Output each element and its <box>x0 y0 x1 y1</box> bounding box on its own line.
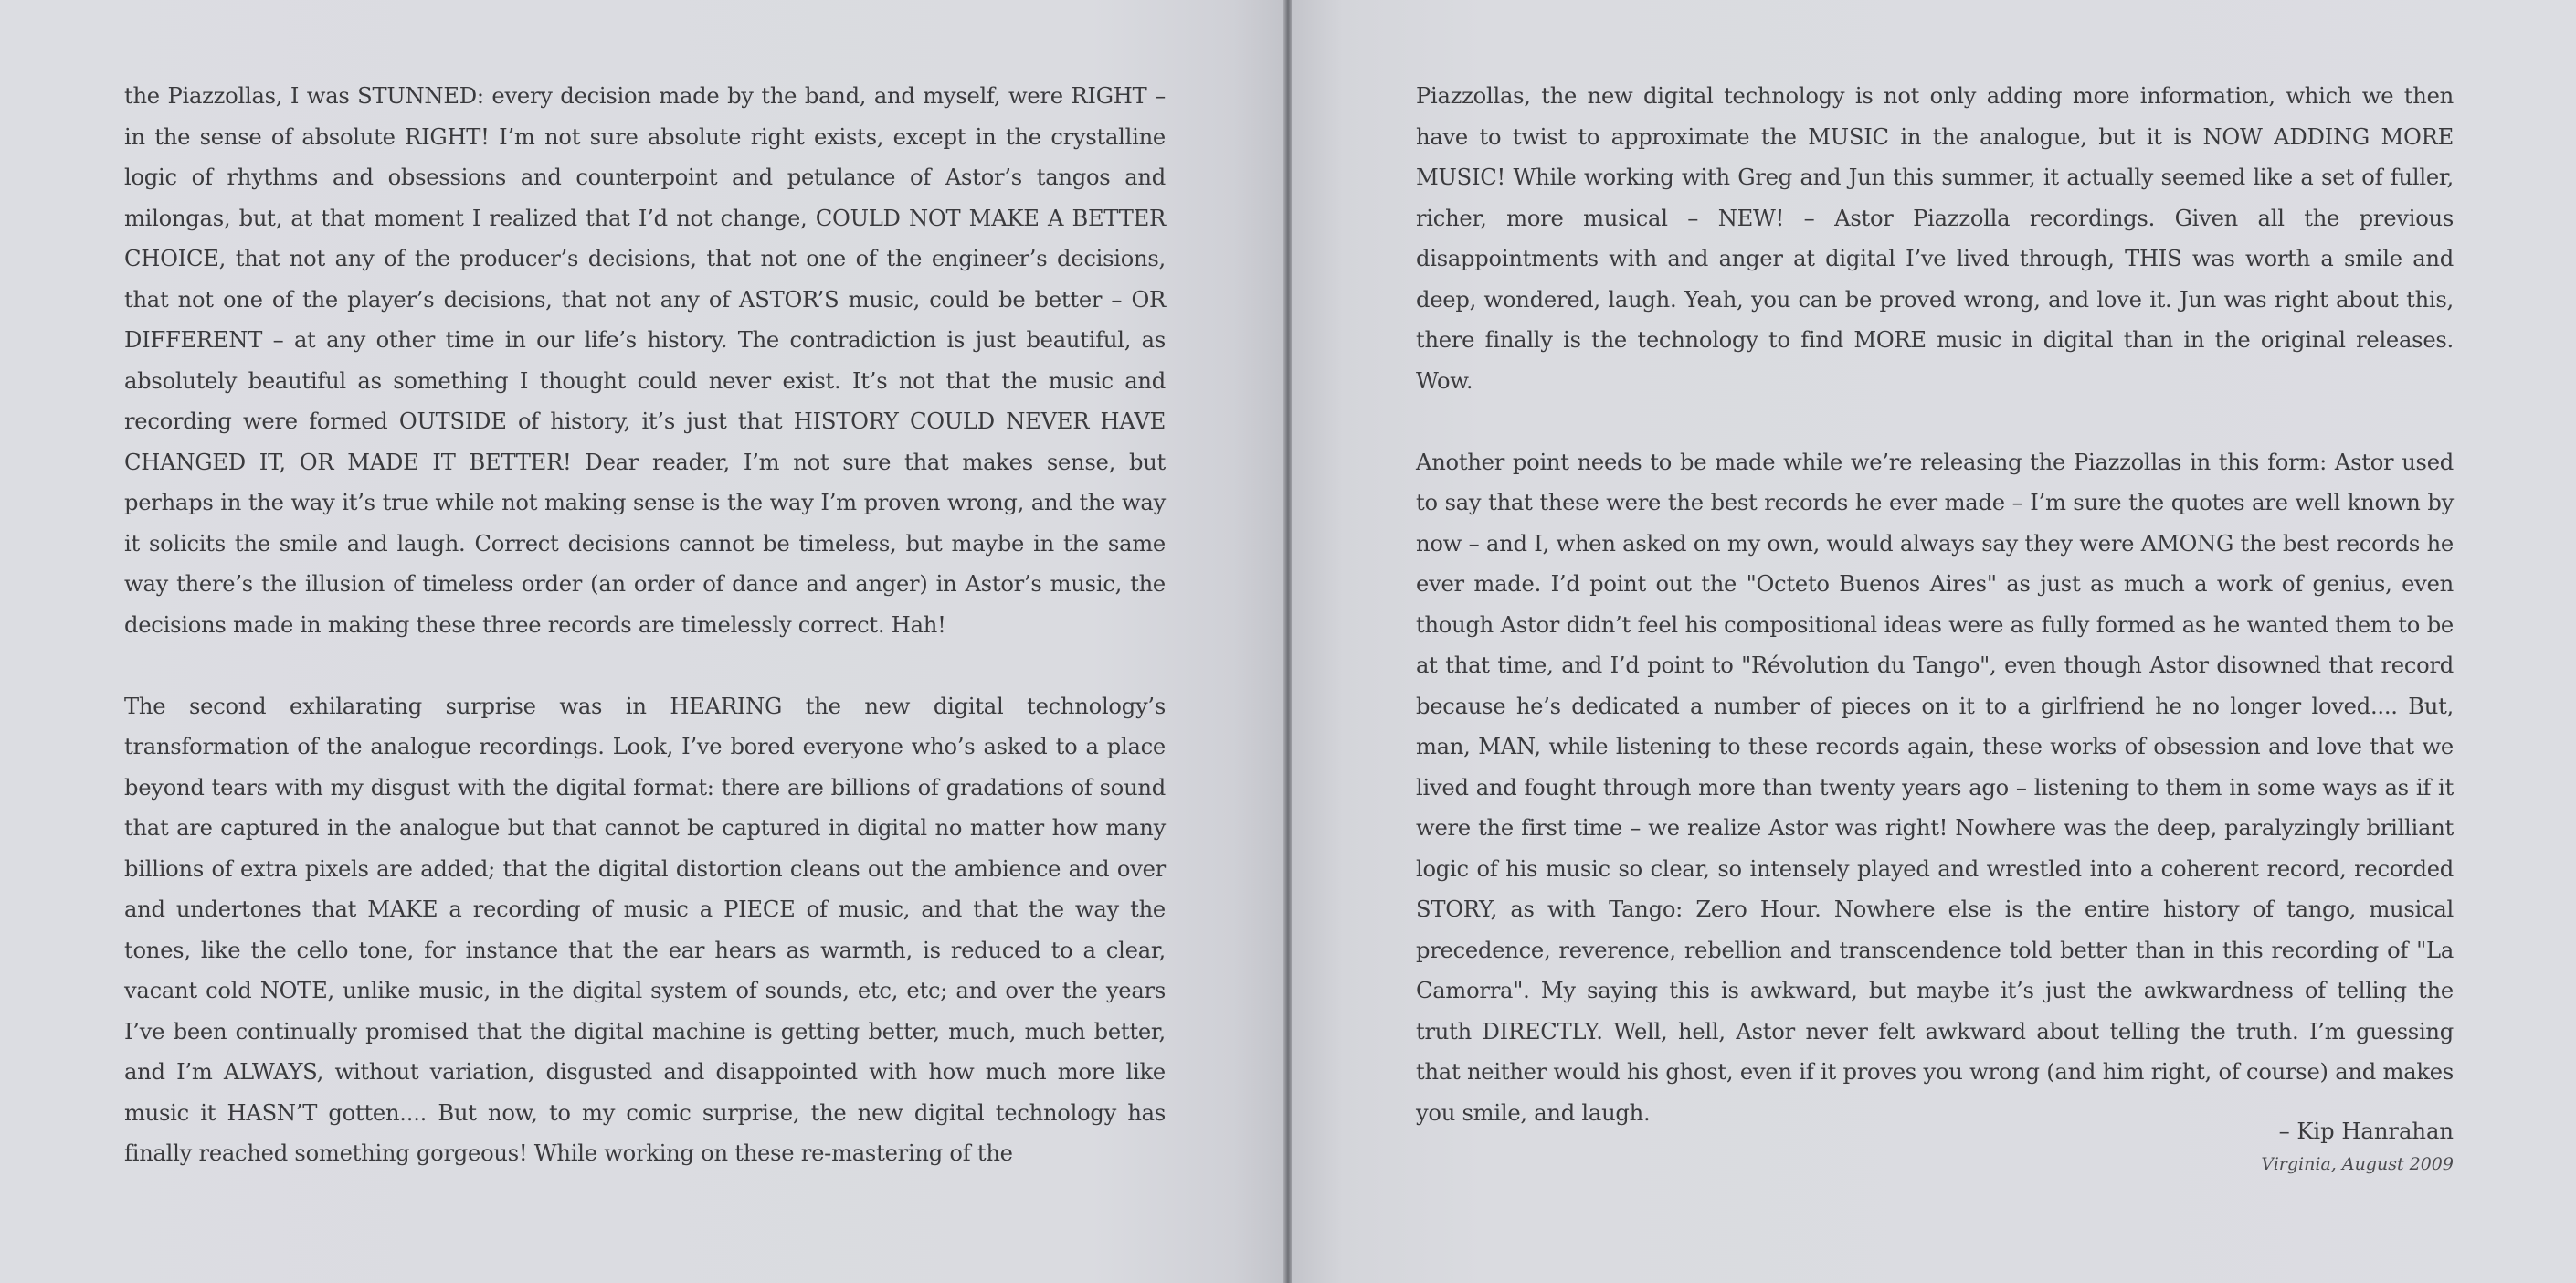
right-page <box>1292 0 2576 1283</box>
paragraph: Piazzollas, the new digital technology is not only adding more information, which we then have to twist to approximate the MUSIC in the analogue, but it is NOW ADDING MORE MUSIC! While working with Greg and Jun this summer, it actually seemed like a set of fuller, richer, more musical – NEW! – Astor Piazzolla recordings. Given all the previous disappointments with and anger at digital I’ve lived through, THIS was worth a smile and deep, wondered, laugh. Yeah, you can be proved wrong, and love it. Jun was right about this, there finally is the technology to find MORE music in digital than in the original releases. Wow. <box>1416 83 2454 394</box>
paragraph: Another point needs to be made while we’re releasing the Piazzollas in this form: Astor used to say that these were the best records he ever made – I’m sure the quotes are well known by now – and I, when asked on my own, would always say they were AMONG the best records he ever made. I’d point out the "Octeto Buenos Aires" as just as much a work of genius, even though Astor didn’t feel his compositional ideas were as fully formed as he wanted them to be at that time, and I’d point to "Révolution du Tango", even though Astor disowned that record because he’s dedicated a number of pieces on it to a girlfriend he no longer loved.... But, man, MAN, while listening to these records again, these works of obsession and love that we lived and fought through more than twenty years ago – listening to them in some ways as if it were the first time – we realize Astor was right! Nowhere was the deep, paralyzingly brilliant logic of his music so clear, so intensely played and wrestled into a coherent record, recorded STORY, as with Tango: Zero Hour. Nowhere else is the entire history of tango, musical precedence, reverence, rebellion and transcendence told better than in this recording of "La Camorra". My saying this is awkward, but maybe it’s just the awkwardness of telling the truth DIRECTLY. Well, hell, Astor never felt awkward about telling the truth. I’m guessing that neither would his ghost, even if it proves you wrong (and him right, of course) and makes you smile, and laugh. <box>1416 449 2454 1126</box>
right-page-text <box>1416 76 2454 1174</box>
paragraph: The second exhilarating surprise was in HEARING the new digital technology’s transformation of the analogue recordings. Look, I’ve bored everyone who’s asked to a place beyond tears with my disgust with the digital format: there are billions of gradations of sound that are captured in the analogue but that cannot be captured in digital no matter how many billions of extra pixels are added; that the digital distortion cleans out the ambience and over and undertones that MAKE a recording of music a PIECE of music, and that the way the tones, like the cello tone, for instance that the ear hears as warmth, is reduced to a clear, vacant cold NOTE, unlike music, in the digital system of sounds, etc, etc; and over the years I’ve been continually promised that the digital machine is getting better, much, much better, and I’m ALWAYS, without variation, disgusted and disappointed with how much more like music it HASN’T gotten.... But now, to my comic surprise, the new digital technology has finally reached something gorgeous! While working on these re-mastering of the <box>124 693 1166 1166</box>
place-date: Virginia, August 2009 <box>2261 1154 2454 1174</box>
author-signature: – Kip Hanrahan <box>2278 1119 2454 1144</box>
left-page-text <box>124 76 1166 1214</box>
left-page <box>0 0 1284 1283</box>
paragraph: the Piazzollas, I was STUNNED: every decision made by the band, and myself, were RIGHT – in the sense of absolute RIGHT! I’m not sure absolute right exists, except in the crystalline logic of rhythms and obsessions and counterpoint and petulance of Astor’s tangos and milongas, but, at that moment I realized that I’d not change, COULD NOT MAKE A BETTER CHOICE, that not any of the producer’s decisions, that not one of the engineer’s decisions, that not one of the player’s decisions, that not any of ASTOR’S music, could be better – OR DIFFERENT – at any other time in our life’s history. The contradiction is just beautiful, as absolutely beautiful as something I thought could never exist. It’s not that the music and recording were formed OUTSIDE of history, it’s just that HISTORY COULD NEVER HAVE CHANGED IT, OR MADE IT BETTER! Dear reader, I’m not sure that makes sense, but perhaps in the way it’s true while not making sense is the way I’m proven wrong, and the way it solicits the smile and laugh. Correct decisions cannot be timeless, but maybe in the same way there’s the illusion of timeless order (an order of dance and anger) in Astor’s music, the decisions made in making these three records are timelessly correct. Hah! <box>124 83 1166 638</box>
